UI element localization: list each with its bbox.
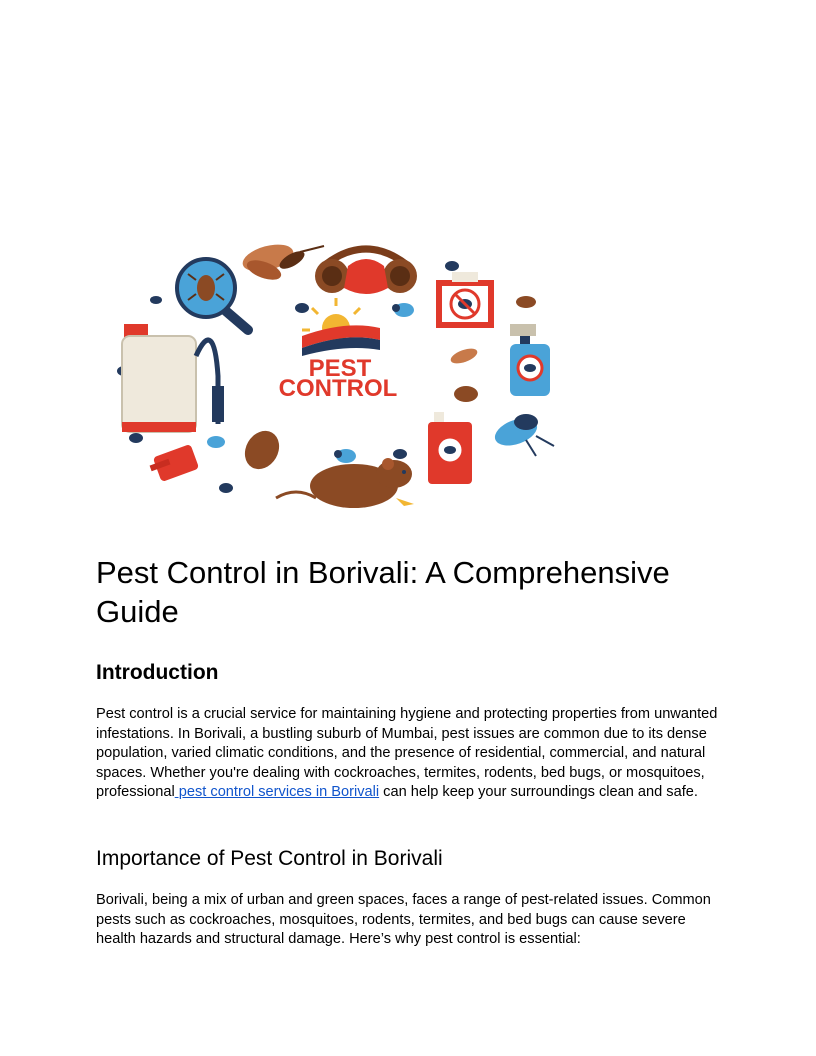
document-title: Pest Control in Borivali: A Comprehensive Guide (96, 555, 670, 629)
bait-trap-icon (150, 444, 200, 482)
introduction-heading: Introduction (96, 661, 219, 684)
magnifying-glass-icon (177, 259, 248, 330)
rat-icon (276, 458, 414, 508)
spray-can-icon (436, 272, 494, 328)
sprayer-tank-icon (122, 324, 224, 432)
aerosol-can-icon (428, 412, 472, 484)
pest-control-illustration (96, 236, 582, 516)
intro-text-before-link: Pest control is a crucial service for maintaining hygiene and protecting properties from unwanted infestations. In Borivali, a bustling suburb of Mumbai, pest issues are common due to its dense population, varied climatic conditions, and the presence of residential, commercial, and natural spaces. Whether you're dealing with cockroaches, termites, rodents, bed bugs, or mosquitoes, professional (96, 706, 718, 800)
importance-paragraph: Borivali, being a mix of urban and green spaces, faces a range of pest-related issues. Common pests such as cockroaches, mosquitoes, rodents, termites, and bed bugs can cause severe health hazards and structural damage. Here’s why pest control is essential: (96, 892, 711, 947)
moth-icon (240, 240, 324, 284)
logo-line2: CONTROL (278, 375, 398, 402)
logo-line1: PEST (308, 355, 372, 382)
importance-heading: Importance of Pest Control in Borivali (96, 847, 443, 870)
pest-control-logo (279, 298, 398, 402)
spray-bottle-icon (510, 324, 550, 396)
intro-text-after-link: can help keep your surroundings clean and safe. (379, 784, 698, 800)
introduction-paragraph (96, 705, 724, 803)
gas-mask-icon (315, 249, 417, 294)
pest-control-services-link[interactable]: pest control services in Borivali (174, 784, 380, 800)
